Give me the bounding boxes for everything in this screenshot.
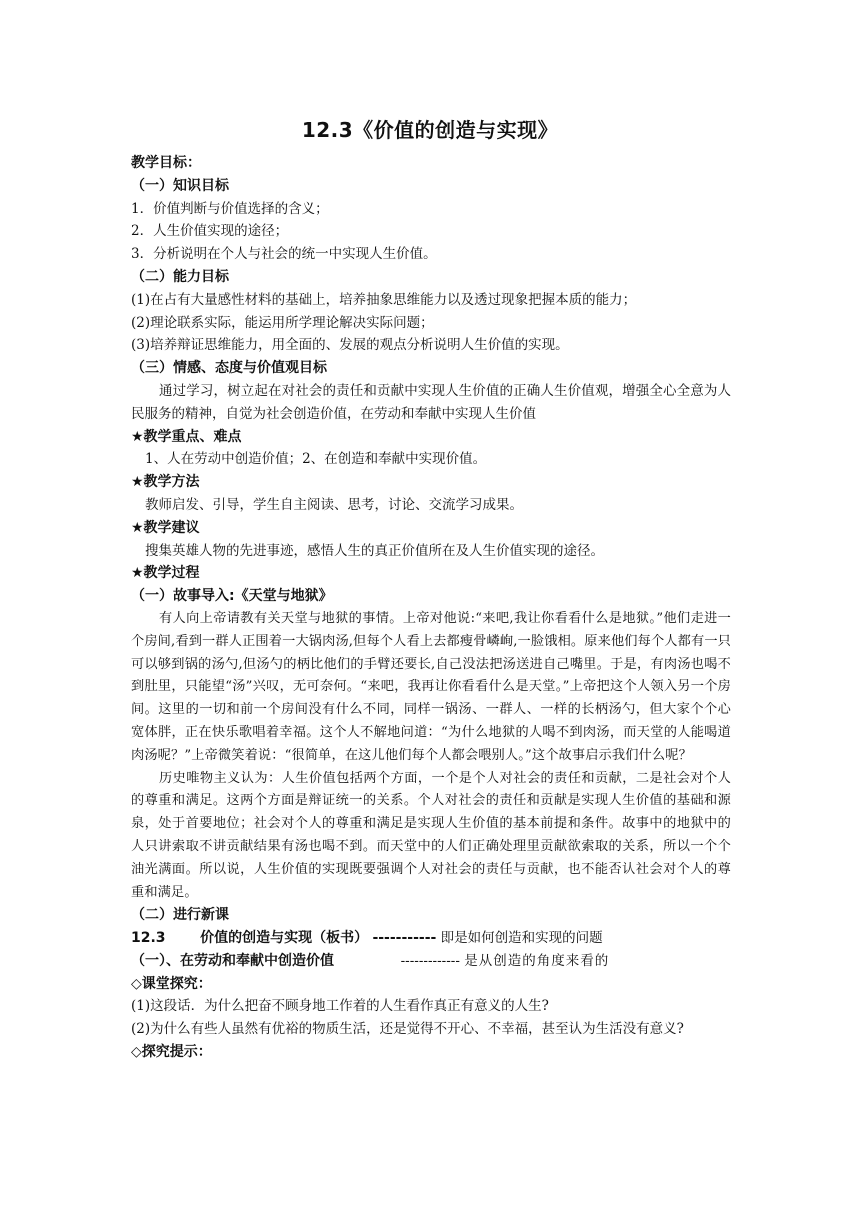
section1-note: 是从创造的角度来看的 [464,952,610,969]
ability-item: (1)在占有大量感性材料的基础上，培养抽象思维能力以及透过现象把握本质的能力； [131,291,637,308]
emotion-text: 通过学习，树立起在对社会的责任和贡献中实现人生价值的正确人生价值观，增强全心全意为人民服务的精神，自觉为社会创造价值，在劳动和奉献中实现人生价值 [131,382,731,422]
board-title: 价值的创造与实现（板书） [200,930,369,947]
key-points-text: 1、人在劳动中创造价值；2、在创造和奉献中实现价值。 [145,451,487,468]
inquiry-item: (1)这段话．为什么把奋不顾身地工作着的人生看作真正有意义的人生? [131,998,549,1015]
method-heading: ★教学方法 [131,474,200,491]
knowledge-item: 3．分析说明在个人与社会的统一中实现人生价值。 [131,246,437,263]
new-lesson-heading: （二）进行新课 [131,907,229,924]
analysis-text: 历史唯物主义认为：人生价值包括两个方面，一个是个人对社会的责任和贡献，二是社会对个人的尊重和满足。这两个方面是辩证统一的关系。个人对社会的责任和贡献是实现人生价值的基础和源泉，处于首要地位；社会对个人的尊重和满足是实现人生价值的基本前提和条件。故事中的地狱中的人只讲索取不讲贡献结果有汤也喝不到。而天堂中的人们正确处理里贡献欲索取的关系，所以一个个油光满面。所以说，人生价值的实现既要强调个人对社会的责任与贡献，也不能否认社会对个人的尊重和满足。 [131,770,731,900]
goals-heading: 教学目标： [131,155,201,171]
emotion-heading: （三）情感、态度与价值观目标 [131,360,327,377]
ability-heading: （二）能力目标 [131,268,229,285]
board-number: 12.3 [131,930,166,947]
section1-dashes: ------------- [400,952,460,969]
suggestion-text: 搜集英雄人物的先进事迹，感悟人生的真正价值所在及人生价值实现的途径。 [145,542,604,559]
ability-item: (2)理论联系实际，能运用所学理论解决实际问题； [131,314,434,331]
board-note: 即是如何创造和实现的问题 [440,930,603,947]
story-text: 有人向上帝请教有关天堂与地狱的事情。上帝对他说:“来吧,我让你看看什么是地狱。”他们走进一个房间,看到一群人正围着一大锅肉汤,但每个人看上去都瘦骨嶙峋,一脸饿相。原来他们每个人都有一只可以够到锅的汤勺,但汤勺的柄比他们的手臂还要长,自己没法把汤送进自己嘴里。于是，有肉汤也喝不到肚里，只能望“汤”兴叹，无可奈何。“来吧，我再让你看看什么是天堂。”上帝把这个人领入另一个房间。这里的一切和前一个房间没有什么不同，同样一锅汤、一群人、一样的长柄汤勺，但大家个个心宽体胖，正在快乐歌唱着幸福。这个人不解地问道：“为什么地狱的人喝不到肉汤，而天堂的人能喝道肉汤呢？”上帝微笑着说：“很简单，在这儿他们每个人都会喂别人。”这个故事启示我们什么呢？ [131,610,731,763]
hints-heading: ◇探究提示： [131,1044,212,1061]
knowledge-heading: （一）知识目标 [131,177,229,194]
knowledge-item: 1．价值判断与价值选择的含义； [131,200,329,217]
document-title: 12.3《价值的创造与实现》 [301,118,559,142]
board-dashes: ----------- [372,930,437,947]
inquiry-item: (2)为什么有些人虽然有优裕的物质生活，还是觉得不开心、不幸福，甚至认为生活没有意义? [131,1021,684,1038]
story-block [131,608,731,904]
story-heading: （一）故事导入:《天堂与地狱》 [131,588,333,605]
knowledge-item: 2．人生价值实现的途径； [131,223,289,240]
inquiry-heading: ◇课堂探究： [131,975,212,992]
section1-title: （一）、在劳动和奉献中创造价值 [131,952,334,969]
suggestion-heading: ★教学建议 [131,519,200,536]
document-body [131,152,731,1064]
method-text: 教师启发、引导，学生自主阅读、思考，讨论、交流学习成果。 [145,496,523,513]
section1-line [131,950,731,973]
ability-item: (3)培养辩证思维能力，用全面的、发展的观点分析说明人生价值的实现。 [131,337,569,354]
key-points-heading: ★教学重点、难点 [131,428,242,445]
board-line [131,927,731,950]
process-heading: ★教学过程 [131,565,200,582]
